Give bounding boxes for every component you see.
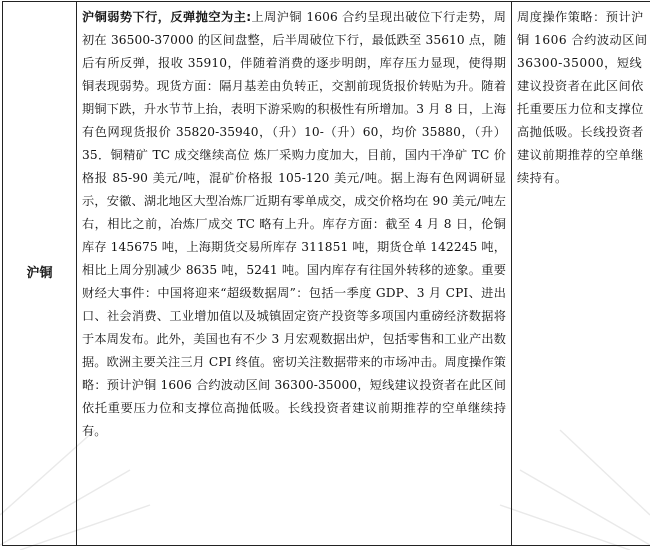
analysis-body: 上周沪铜 1606 合约呈现出破位下行走势，周初在 36500-37000 的区间盘整，后半周破位下行，最低跌至 35610 点，随后有所反弹，报收 35910，伴随着消费的逐步明朗，库存压力显现，使得期铜表现弱势。现货方面：隔月基差由负转正，交割前现货报价转贴为升。随着期铜下跌，升水节节上抬，表明下游采购的积极性有所增加。3 月 8 日，上海有色网现货报价 35820-35940，（升）10-（升）60，均价 35880，（升）35．铜精矿 TC 成交继续高位 炼厂采购力度加大，目前，国内干净矿 TC 价格报 85-90 美元/吨，混矿价格报 105-120 美元/吨。据上海有色网调研显示，安徽、湖北地区大型冶炼厂近期有零单成交，成交价格均在 90 美元/吨左右，相比之前，冶炼厂成交 TC 略有上升。库存方面：截至 4 月 8 日，伦铜库存 145675 吨，上海期货交易所库存 311851 吨，期货仓单 142245 吨，相比上周分别减少 8635 吨，5241 吨。国内库存有往国外转移的迹象。重要财经大事件：中国将迎来“超级数据周”：包括一季度 GDP、3 月 CPI、进出口、社会消费、工业增加值以及城镇固定资产投资等多项国内重磅经济数据将于本周发布。此外，美国也有不少 3 月宏观数据出炉，包括零售和工业产出数据。欧洲主要关注三月 CPI 终值。密切关注数据带来的市场冲击。周度操作策略：预计沪铜 1606 合约波动区间 36300-35000，短线建议投资者在此区间依托重要压力位和支撑位高抛低吸。长线投资者建议前期推荐的空单继续持有。: [82, 10, 506, 438]
commodity-cell: [3, 2, 77, 546]
analysis-headline: 沪铜弱势下行，反弹抛空为主:: [82, 10, 252, 24]
commodity-label: 沪铜: [26, 266, 53, 281]
strategy-cell: [512, 2, 650, 546]
weekly-strategy-text: 周度操作策略：预计沪铜 1606 合约波动区间 36300-35000，短线建议投资者在此区间依托重要压力位和支撑位高抛低吸。长线投资者建议前期推荐的空单继续持有。: [517, 10, 648, 185]
table-row: [3, 2, 650, 546]
strategy-table: [2, 1, 650, 546]
analysis-cell: [77, 2, 512, 546]
